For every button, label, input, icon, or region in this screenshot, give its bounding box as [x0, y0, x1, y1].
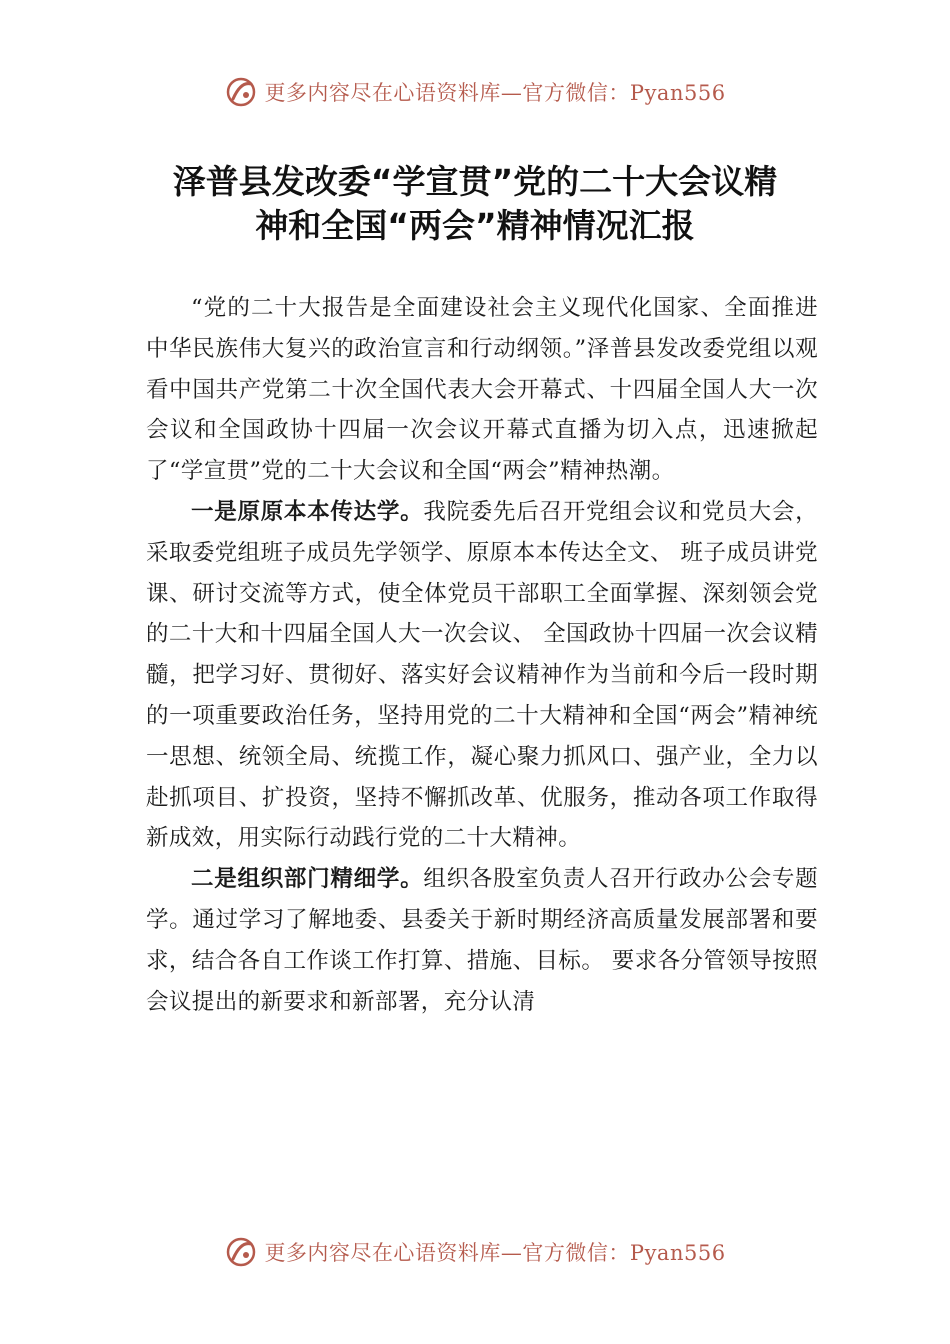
title-line-1: 泽普县发改委“学宣贯”党的二十大会议精 — [172, 162, 778, 201]
watermark-logo-icon — [224, 1235, 258, 1269]
watermark-text: 更多内容尽在心语资料库—官方微信：Pyan556 — [264, 1241, 726, 1265]
section-lead: 二是组织部门精细学。 — [191, 866, 424, 893]
paragraph-text: “党的二十大报告是全面建设社会主义现代化国家、全面推进中华民族伟大复兴的政治宣言和行动纲领。”泽普县发改委党组以观看中国共产党第二十次全国代表大会开幕式、十四届全国人大一次会议和全国政协十四届一次会议开幕式直播为切入点，迅速掀起了“学宣贯”党的二十大会议和全国“两会”精神热潮。 — [146, 295, 818, 485]
watermark-logo-icon — [224, 75, 258, 109]
paragraph-text: 我院委先后召开党组会议和党员大会，采取委党组班子成员先学领学、原原本本传达全文、 班子成员讲党课、研讨交流等方式，使全体党员干部职工全面掌握、深刻领会党的二十大和十四届全国人大一次会议、 全国政协十四届一次会议精髓，把学习好、贯彻好、落实好会议精神作为当前和今后一段时期的一项重要政治任务，坚持用党的二十大精神和全国“两会”精神统一思想、统领全局、统揽工作，凝心聚力抓风口、强产业，全力以赴抓项目、扩投资，坚持不懈抓改革、优服务，推动各项工作取得新成效，用实际行动践行党的二十大精神。 — [146, 498, 818, 852]
title-line-2: 神和全国“两会”精神情况汇报 — [255, 206, 695, 245]
paragraph-section-1 — [146, 492, 818, 859]
section-lead: 一是原原本本传达学。 — [191, 498, 424, 525]
watermark-text: 更多内容尽在心语资料库—官方微信：Pyan556 — [264, 81, 726, 105]
paragraph-text: 组织各股室负责人召开行政办公会专题学。通过学习了解地委、县委关于新时期经济高质量发展部署和要求，结合各自工作谈工作打算、措施、目标。 要求各分管领导按照会议提出的新要求和新部署，充分认清 — [146, 866, 818, 1015]
paragraph-section-2 — [146, 859, 818, 1022]
watermark-banner-bottom — [0, 1232, 950, 1272]
document-body — [146, 288, 818, 1022]
watermark-banner-top — [0, 72, 950, 112]
document-title — [100, 160, 850, 248]
paragraph-intro — [146, 288, 818, 492]
